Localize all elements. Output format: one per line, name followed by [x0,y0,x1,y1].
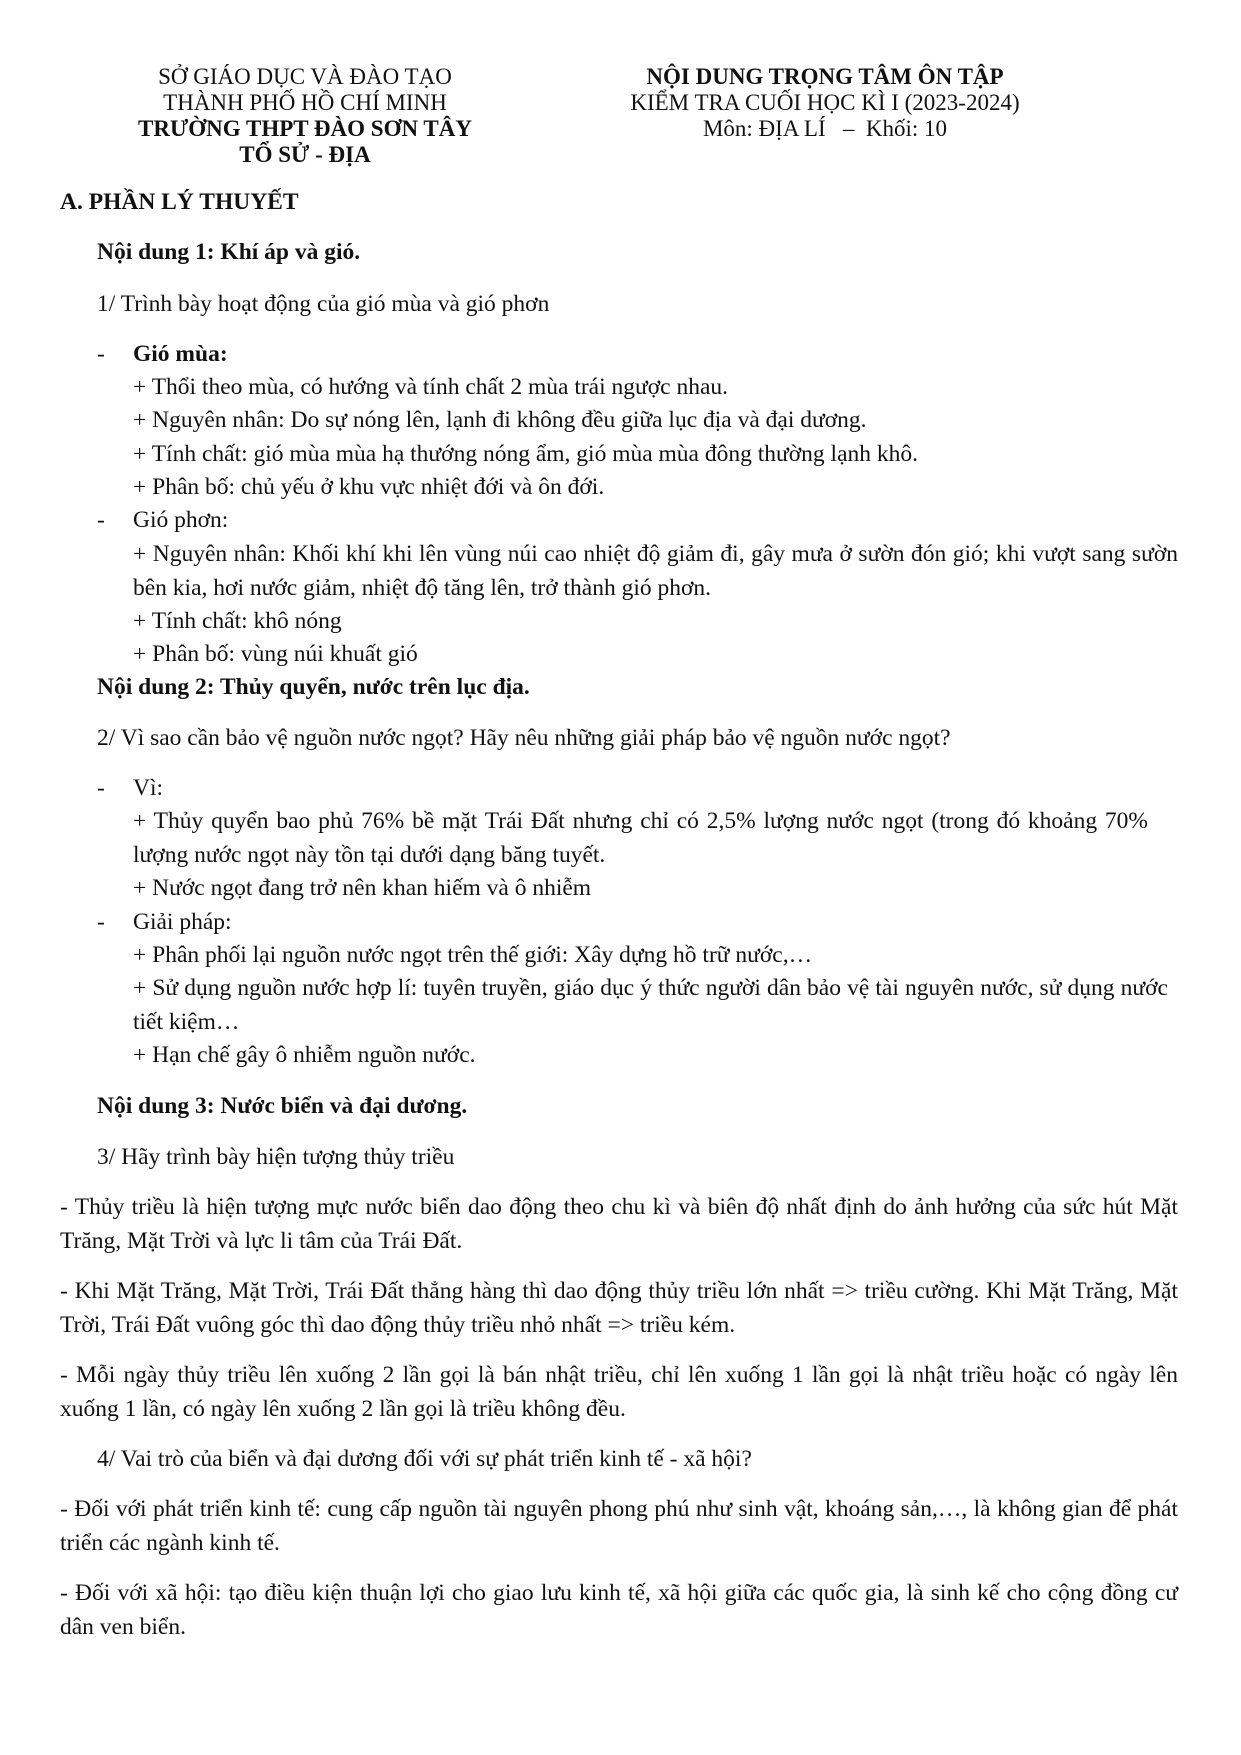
tide-paragraph: - Khi Mặt Trăng, Mặt Trời, Trái Đất thẳng hàng thì dao động thủy triều lớn nhất => triều cường. Khi Mặt Trăng, Mặt Trời, Trái Đất vuông góc thì dao động thủy triều nhỏ nhất => triều kém. [60,1278,1178,1338]
school-name: TRƯỜNG THPT ĐÀO SƠN TÂY [138,116,472,141]
monsoon-label: Gió mùa: [133,341,228,367]
solutions-label: Giải pháp: [133,909,232,935]
role-paragraph: - Đối với xã hội: tạo điều kiện thuận lợi cho giao lưu kinh tế, xã hội giữa các quốc gia, là sinh kế cho cộng đồng cư dân ven biển. [60,1580,1178,1640]
list-dash: - [97,775,105,801]
why-label: Vì: [133,775,164,801]
content2-question: 2/ Vì sao cần bảo vệ nguồn nước ngọt? Hãy nêu những giải pháp bảo vệ nguồn nước ngọt? [97,725,951,751]
why-item: + Thủy quyển bao phủ 76% bề mặt Trái Đất nhưng chỉ có 2,5% lượng nước ngọt (trong đó khoảng 70% lượng nước ngọt này tồn tại dưới dạng băng tuyết. [133,808,1148,868]
monsoon-item: + Nguyên nhân: Do sự nóng lên, lạnh đi không đều giữa lục địa và đại dương. [133,407,867,433]
solution-item: + Hạn chế gây ô nhiễm nguồn nước. [133,1042,476,1068]
tide-question: 3/ Hãy trình bày hiện tượng thủy triều [97,1144,455,1170]
header-right [600,64,1050,142]
department-group: TỔ SỬ - ĐỊA [239,142,371,167]
section-a-heading: A. PHẦN LÝ THUYẾT [60,189,299,215]
foehn-item: + Phân bố: vùng núi khuất gió [133,641,418,667]
header-left [120,64,490,168]
list-dash: - [97,341,105,367]
list-dash: - [97,909,105,935]
city-name: THÀNH PHỐ HỒ CHÍ MINH [163,90,447,115]
role-paragraph: - Đối với phát triển kinh tế: cung cấp nguồn tài nguyên phong phú như sinh vật, khoáng sản,…, là không gian để phát triển các ngành kinh tế. [60,1496,1178,1556]
exam-title: KIỂM TRA CUỐI HỌC KÌ I (2023-2024) [630,90,1020,115]
role-question: 4/ Vai trò của biển và đại dương đối với sự phát triển kinh tế - xã hội? [97,1446,752,1472]
solution-item: + Phân phối lại nguồn nước ngọt trên thế giới: Xây dựng hồ trữ nước,… [133,942,813,968]
foehn-item: + Tính chất: khô nóng [133,608,342,634]
tide-paragraph: - Mỗi ngày thủy triều lên xuống 2 lần gọi là bán nhật triều, chỉ lên xuống 1 lần gọi là nhật triều hoặc có ngày lên xuống 1 lần, có ngày lên xuống 2 lần gọi là triều không đều. [60,1362,1178,1422]
subject-grade: Môn: ĐỊA LÍ – Khối: 10 [702,116,948,141]
why-item: + Nước ngọt đang trở nên khan hiếm và ô nhiễm [133,875,592,901]
department-name: SỞ GIÁO DỤC VÀ ĐÀO TẠO [158,64,452,89]
content2-title: Nội dung 2: Thủy quyển, nước trên lục địa. [97,674,530,700]
document-title: NỘI DUNG TRỌNG TÂM ÔN TẬP [646,64,1004,89]
monsoon-item: + Phân bố: chủ yếu ở khu vực nhiệt đới và ôn đới. [133,474,605,500]
tide-paragraph: - Thủy triều là hiện tượng mực nước biển dao động theo chu kì và biên độ nhất định do ảnh hưởng của sức hút Mặt Trăng, Mặt Trời và lực li tâm của Trái Đất. [60,1194,1178,1254]
monsoon-item: + Thổi theo mùa, có hướng và tính chất 2 mùa trái ngược nhau. [133,374,729,400]
monsoon-item: + Tính chất: gió mùa mùa hạ thướng nóng ẩm, gió mùa mùa đông thường lạnh khô. [133,441,919,467]
content1-title: Nội dung 1: Khí áp và gió. [97,239,361,265]
foehn-label: Gió phơn: [133,507,229,533]
content1-question: 1/ Trình bày hoạt động của gió mùa và gió phơn [97,291,550,317]
foehn-item: + Nguyên nhân: Khối khí khi lên vùng núi cao nhiệt độ giảm đi, gây mưa ở sườn đón gió; khi vượt sang sườn bên kia, hơi nước giảm, nhiệt độ tăng lên, trở thành gió phơn. [133,541,1178,601]
content3-title: Nội dung 3: Nước biển và đại dương. [97,1093,468,1119]
list-dash: - [97,507,105,533]
solution-item: + Sử dụng nguồn nước hợp lí: tuyên truyền, giáo dục ý thức người dân bảo vệ tài nguyên nước, sử dụng nước tiết kiệm… [133,975,1168,1035]
